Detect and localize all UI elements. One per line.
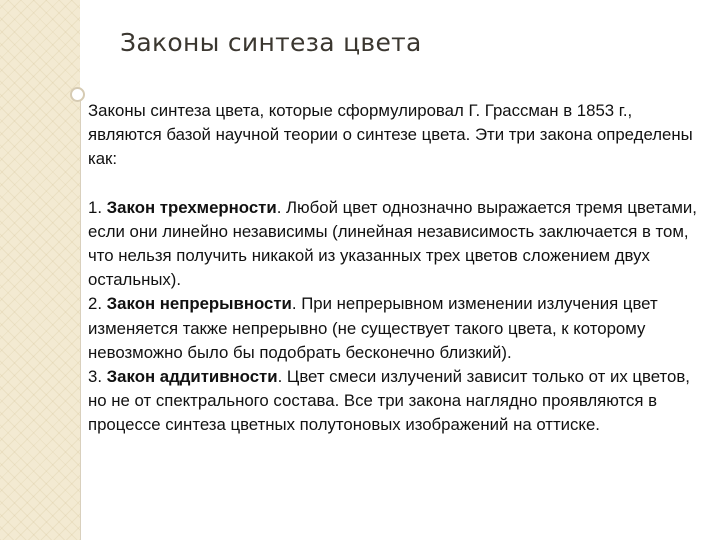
decorative-left-band [0,0,80,540]
law-number: 1. [88,197,107,217]
law-description: . Любой цвет однозначно выражается тремя цветами, если они линейно независимы (линейная независимость заключается в том, что нельзя получить никакой из указанных трех цветов сложением двух остальных). [88,197,697,290]
slide-title: Законы синтеза цвета [120,28,422,57]
law-name: Закон аддитивности [106,367,278,387]
vertical-divider [80,93,81,540]
law-number: 2. [88,294,107,314]
law-item-3 [88,365,703,438]
law-description: . Цвет смеси излучений зависит только от их цветов, но не от спектрального состава. Все три закона наглядно проявляются в процессе синтеза цветных полутоновых изображений на оттиске. [88,367,690,435]
law-item-1 [88,196,703,293]
law-number: 3. [88,367,107,387]
law-name: Закон трехмерности [106,197,277,217]
law-item-2 [88,292,703,365]
law-name: Закон непрерывности [106,294,292,314]
intro-paragraph: Законы синтеза цвета, которые сформулировал Г. Грассман в 1853 г., являются базой научной теории о синтезе цвета. Эти три закона определены как: [88,101,693,169]
ring-ornament-icon [70,87,85,102]
slide-body [88,99,703,438]
law-description: . При непрерывном изменении излучения цвет изменяется также непрерывно (не существует такого цвета, к которому невозможно было бы подобрать бесконечно близкий). [88,294,658,362]
